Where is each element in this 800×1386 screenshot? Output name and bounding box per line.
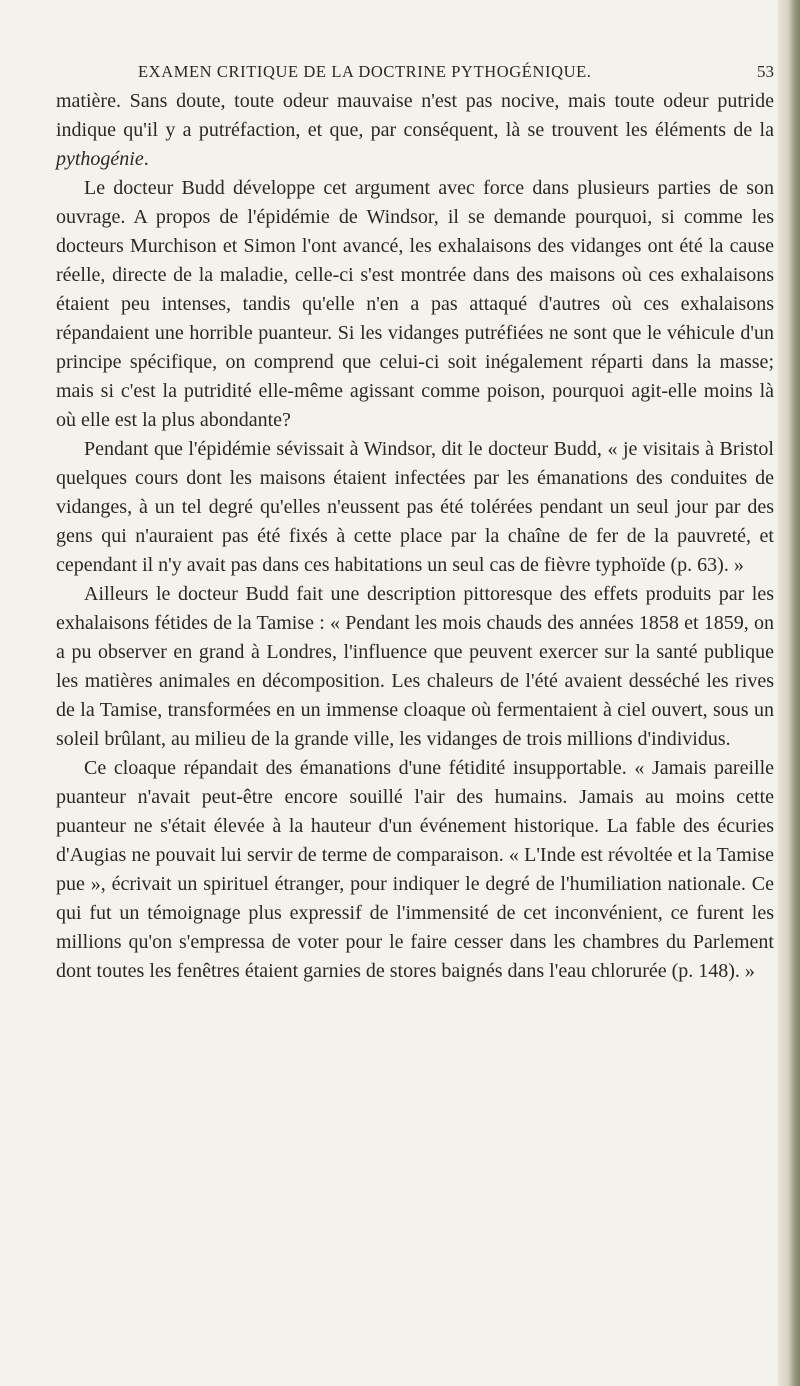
paragraph-text: matière. Sans doute, toute odeur mauvaise n'est pas nocive, mais toute odeur putride indique qu'il y a putréfaction, et que, par conséquent, là se trouvent les éléments de la	[56, 90, 774, 141]
paragraph	[56, 174, 774, 435]
body-text	[56, 87, 774, 986]
running-title: EXAMEN CRITIQUE DE LA DOCTRINE PYTHOGÉNIQUE.	[138, 62, 592, 81]
italic-term: pythogénie	[56, 148, 144, 170]
paragraph-text: Le docteur Budd développe cet argument avec force dans plusieurs parties de son ouvrage. A propos de l'épidémie de Windsor, il se demande pourquoi, si comme les docteurs Murchison et Simon l'ont avancé, les exhalaisons des vidanges ont été la cause réelle, directe de la maladie, celle-ci s'est montrée dans des maisons où ces exhalaisons étaient peu intenses, tandis qu'elle n'en a pas attaqué d'autres où ces exhalaisons répandaient une horrible puanteur. Si les vidanges putréfiées ne sont que le véhicule d'un principe spécifique, on comprend que celui-ci soit inégalement réparti dans la masse; mais si c'est la putridité elle-même agissant comme poison, pourquoi agit-elle moins là où elle est la plus abondante?	[56, 177, 774, 431]
paragraph-text: Ailleurs le docteur Budd fait une description pittoresque des effets produits par les exhalaisons fétides de la Tamise : « Pendant les mois chauds des années 1858 et 1859, on a pu observer en grand à Londres, l'influence que peuvent exercer sur la santé publique les matières animales en décomposition. Les chaleurs de l'été avaient desséché les rives de la Tamise, transformées en un immense cloaque où fermentaient à ciel ouvert, sous un soleil brûlant, au milieu de la grande ville, les vidanges de trois millions d'individus.	[56, 583, 774, 750]
paragraph	[56, 580, 774, 754]
paragraph	[56, 87, 774, 174]
page-number: 53	[757, 62, 774, 81]
paragraph	[56, 435, 774, 580]
running-head	[56, 62, 774, 86]
paragraph-text: Ce cloaque répandait des émanations d'une fétidité insupportable. « Jamais pareille puanteur n'avait peut-être encore souillé l'air des humains. Jamais au moins cette puanteur ne s'était élevée à la hauteur d'un événement historique. La fable des écuries d'Augias ne pouvait lui servir de terme de comparaison. « L'Inde est révoltée et la Tamise pue », écrivait un spirituel étranger, pour indiquer le degré de l'humiliation nationale. Ce qui fut un témoignage plus expressif de l'immensité de cet inconvénient, ce furent les millions qu'on s'empressa de voter pour le faire cesser dans les chambres du Parlement dont toutes les fenêtres étaient garnies de stores baignés dans l'eau chlorurée (p. 148). »	[56, 757, 774, 982]
page-edge	[778, 0, 800, 1386]
paragraph-text: Pendant que l'épidémie sévissait à Windsor, dit le docteur Budd, « je visitais à Bristol quelques cours dont les maisons étaient infectées par les émanations des conduites de vidanges, à un tel degré qu'elles n'eussent pas été tolérées pendant un seul jour par des gens qui n'auraient pas été fixés à cette place par la chaîne de fer de la pauvreté, et cependant il n'y avait pas dans ces habitations un seul cas de fièvre typhoïde (p. 63). »	[56, 438, 774, 576]
paragraph-text-end: .	[143, 148, 149, 170]
paragraph	[56, 754, 774, 986]
